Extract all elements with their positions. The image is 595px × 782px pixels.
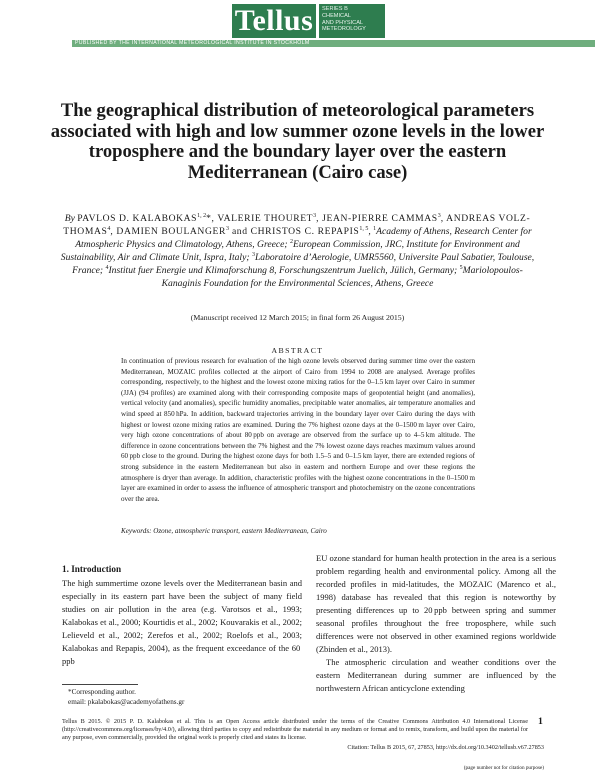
author-sup: 3	[313, 212, 317, 219]
abstract-text: In continuation of previous research for evaluation of the high ozone levels observed during summer time over the eastern Mediterranean, MOZAIC profiles collected at the airport of Cairo from 1994 to 2008 are analysed. Average profiles corresponding, respectively, to the highest and the lowest ozone mixing ratios for the 0–1.5 km layer over Cairo in summer (JJA) (94 profiles) are examined along with their corresponding composite maps of geopotential height (and anomalies), vertical velocity (and anomalies), specific humidity anomalies, precipitable water anomalies, air temperature anomalies and wind speed at 850 hPa. In addition, backward trajectories arriving in the boundary layer over Cairo during the days with highest or lowest ozone mixing ratios are examined. During the 7% highest ozone days at the 0–1500 m layer over Cairo, very high ozone concentrations of about 80 ppb on average are observed from the surface up to 4–5 km altitude. The difference in ozone concentrations between the 7% highest and the 7% lowest ozone days reaches maximum values around 60 ppb close to the ground. During the highest ozone days for both 1.5–5 and 0–1.5 km layer, there are extended regions of strong subsidence in the eastern Mediterranean but also in eastern and northern Europe and over these regions the atmosphere is dryer than average. In addition, characteristic profiles with the highest ozone concentrations in the 0–1500 m layer are examined in order to assess the influence of atmospheric transport and photochemistry on the ozone concentrations over the area.	[121, 357, 475, 503]
author-sup: 1, 5	[359, 225, 369, 232]
affiliation-2: European Commission, JRC, Institute for Environment and Sustainability, Air and Climate Unit, Ispra, Italy;	[60, 239, 520, 263]
author-kalabokas: PAVLOS D. KALABOKAS	[77, 213, 198, 224]
affiliation-sup: 1	[373, 225, 377, 232]
left-column	[62, 577, 302, 668]
affiliation-sup: 2	[289, 238, 293, 245]
journal-logo: Tellus	[232, 4, 316, 38]
author-sup: 1, 2	[197, 212, 207, 219]
affiliation-3: Laboratoire d’Aerologie, UMR5560, Universite Paul Sabatier, Toulouse, France;	[72, 252, 535, 276]
keywords: Keywords: Ozone, atmospheric transport, eastern Mediterranean, Cairo	[121, 527, 327, 535]
author-separator: *,	[206, 213, 218, 224]
section-heading-introduction: 1. Introduction	[62, 564, 122, 574]
page-number: 1	[538, 716, 543, 727]
license-text: Tellus B 2015. © 2015 P. D. Kalabokas et al. This is an Open Access article distributed under the terms of the Creative Commons Attribution 4.0 International License (http://creativecommons.org/licenses/by/4.0/), allowing third parties to copy and redistribute the material in any medium or format and to remix, transform, and build upon the material for any purpose, even commercially, provided the original work is properly cited and states its license.	[62, 718, 528, 742]
by-label: By	[64, 213, 75, 224]
footnote-rule	[62, 684, 138, 685]
affiliation-4: Institut fuer Energie und Klimaforschung 8, Forschungszentrum Juelich, Jülich, Germany;	[108, 265, 458, 276]
publisher-bar	[72, 40, 595, 47]
intro-paragraph-1: The high summertime ozone levels over the Mediterranean basin and especially in its eastern part have been the subject of many field studies on air pollution in the area (e.g. Varotsos et al., 1993; Kalabokas et al., 2000; Kourtidis et al., 2002; Kouvarakis et al., 2002; Lelieveld et al., 2002; Zerefos et al., 2002; Roelofs et al., 2003; Kalabokas and Repapis, 2004), as the frequent exceedance of the 60 ppb	[62, 578, 302, 667]
corresponding-author-label: *Corresponding author.	[68, 688, 136, 696]
intro-paragraph-2: The atmospheric circulation and weather conditions over the eastern Mediterranean during summer are influenced by the northwestern African anticyclone extending	[316, 657, 556, 694]
affiliation-sup: 5	[459, 264, 463, 271]
footnote	[68, 687, 308, 707]
article-title: The geographical distribution of meteorological parameters associated with high and low summer ozone levels in the lower troposphere and the boundary layer over the eastern Mediterranean (Cairo case)	[50, 100, 545, 183]
author-volz-thomas: , ANDREAS VOLZ-THOMAS	[63, 213, 531, 237]
affiliation-sup: 3	[251, 251, 255, 258]
author-cammas: , JEAN-PIERRE CAMMAS	[316, 213, 438, 224]
intro-paragraph-1-continued: EU ozone standard for human health protection in the area is a serious problem regarding health and environmental policy. Among all the recorded profiles in mid-latitudes, the MOZAIC (Marenco et al., 1998) database has revealed that this region is noteworthy by presenting differences up to 20 ppb between spring and summer seasonal profiles throughout the free troposphere, while such differences were not observed in other examined regions worldwide (Zbinden et al., 2013).	[316, 553, 556, 655]
affiliation-sup: 4	[105, 264, 109, 271]
publisher-line: PUBLISHED BY THE INTERNATIONAL METEOROLOGICAL INSTITUTE IN STOCKHOLM	[75, 40, 310, 46]
journal-series: SERIES B CHEMICAL AND PHYSICAL METEOROLOGY	[319, 4, 385, 38]
author-sup: 3	[225, 225, 229, 232]
affiliation-1: Academy of Athens, Research Center for Atmospheric Physics and Climatology, Athens, Greece;	[75, 226, 532, 250]
abstract-heading: ABSTRACT	[271, 346, 324, 355]
corresponding-author-email[interactable]: email: pkalabokas@academyofathens.gr	[68, 698, 185, 707]
citation-line[interactable]: Citation: Tellus B 2015, 67, 27853, http://dx.doi.org/10.3402/tellusb.v67.27853	[347, 744, 544, 751]
authors-block: By PAVLOS D. KALABOKAS$^{1, 2}$*, VALERIE THOURET$^3$, JEAN-PIERRE CAMMAS$^3$, ANDREAS VOLZ-THOMAS$^4$, DAMIEN BOULANGER$^3$ and CHRISTOS C. REPAPIS$^{1, 5}$, $^1$Academy of Athens, Research Center for Atmospheric Physics and Climatology, Athens, Greece; $^2$European Commission, JRC, Institute for Environment and Sustainability, Air and Climate Unit, Ispra, Italy; $^3$Laboratoire d’Aerologie, UMR5560, Universite Paul Sabatier, Toulouse, France; $^4$Institut fuer Energie und Klimaforschung 8, Forschungszentrum Juelich, Jülich, Germany; $^5$Mariolopoulos-Kanaginis Foundation for the Environmental Sciences, Athens, Greece	[60, 212, 535, 289]
author-sup: 3	[437, 212, 441, 219]
author-repapis: and CHRISTOS C. REPAPIS	[228, 226, 360, 237]
author-boulanger: , DAMIEN BOULANGER	[110, 226, 226, 237]
author-thouret: VALERIE THOURET	[217, 213, 314, 224]
author-sup: 4	[107, 225, 111, 232]
affiliation-5: Mariolopoulos-Kanaginis Foundation for the Environmental Sciences, Athens, Greece	[161, 265, 523, 289]
page-number-note: (page number not for citation purpose)	[463, 765, 544, 771]
right-column	[316, 552, 556, 696]
manuscript-dates: (Manuscript received 12 March 2015; in final form 26 August 2015)	[190, 313, 405, 322]
